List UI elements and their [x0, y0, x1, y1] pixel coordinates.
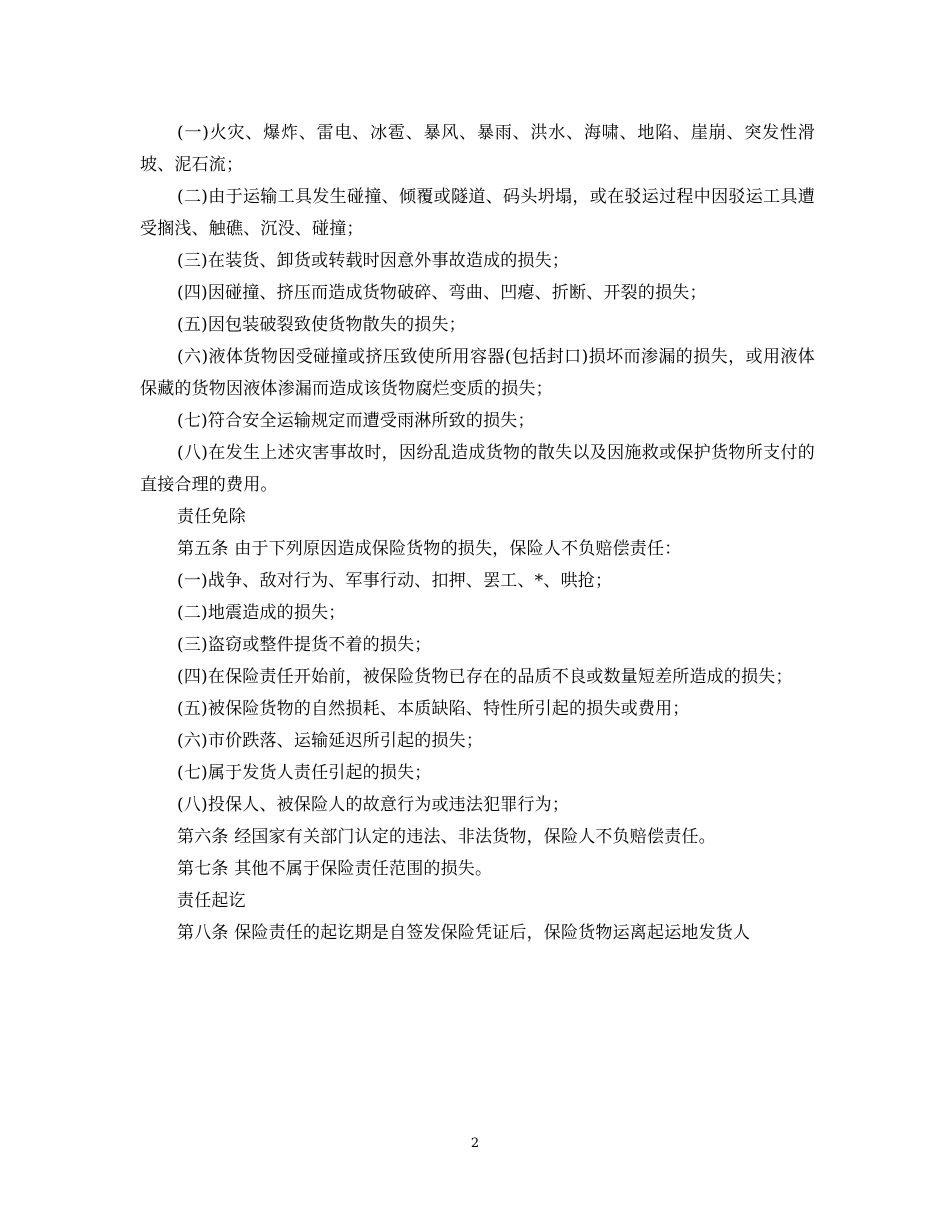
paragraph: (二)由于运输工具发生碰撞、倾覆或隧道、码头坍塌，或在驳运过程中因驳运工具遭受搁浅、触礁、沉没、碰撞； — [140, 187, 815, 239]
paragraph: (三)在装货、卸货或转载时因意外事故造成的损失； — [177, 251, 570, 271]
paragraph: (五)因包装破裂致使货物散失的损失； — [177, 315, 466, 335]
section-heading: 责任起讫 — [177, 891, 246, 911]
paragraph: (四)在保险责任开始前，被保险货物已存在的品质不良或数量短差所造成的损失； — [177, 667, 793, 687]
document-body — [140, 117, 815, 949]
paragraph: (六)液体货物因受碰撞或挤压致使所用容器(包括封口)损坏而渗漏的损失，或用液体保藏的货物因液体渗漏而造成该货物腐烂变质的损失； — [140, 347, 815, 399]
article-paragraph: 第六条 经国家有关部门认定的违法、非法货物，保险人不负赔偿责任。 — [177, 827, 716, 847]
paragraph: (四)因碰撞、挤压而造成货物破碎、弯曲、凹瘪、折断、开裂的损失； — [177, 283, 707, 303]
paragraph: (八)投保人、被保险人的故意行为或违法犯罪行为； — [177, 795, 570, 815]
paragraph: (七)符合安全运输规定而遭受雨淋所致的损失； — [177, 411, 535, 431]
paragraph: (五)被保险货物的自然损耗、本质缺陷、特性所引起的损失或费用； — [177, 699, 690, 719]
paragraph: (六)市价跌落、运输延迟所引起的损失； — [177, 731, 484, 751]
paragraph: (七)属于发货人责任引起的损失； — [177, 763, 432, 783]
paragraph: (八)在发生上述灾害事故时，因纷乱造成货物的散失以及因施救或保护货物所支付的直接合理的费用。 — [140, 443, 815, 495]
article-paragraph: 第五条 由于下列原因造成保险货物的损失，保险人不负赔偿责任： — [177, 539, 682, 559]
paragraph: (一)战争、敌对行为、军事行动、扣押、罢工、*、哄抢； — [177, 571, 613, 591]
article-paragraph: 第七条 其他不属于保险责任范围的损失。 — [177, 859, 493, 879]
article-paragraph: 第八条 保险责任的起讫期是自签发保险凭证后，保险货物运离起运地发货人 — [177, 923, 751, 943]
paragraph: (一)火灾、爆炸、雷电、冰雹、暴风、暴雨、洪水、海啸、地陷、崖崩、突发性滑坡、泥石流； — [140, 123, 815, 175]
page-number: 2 — [470, 1136, 480, 1151]
paragraph: (二)地震造成的损失； — [177, 603, 346, 623]
section-heading: 责任免除 — [177, 507, 246, 527]
paragraph: (三)盗窃或整件提货不着的损失； — [177, 635, 432, 655]
